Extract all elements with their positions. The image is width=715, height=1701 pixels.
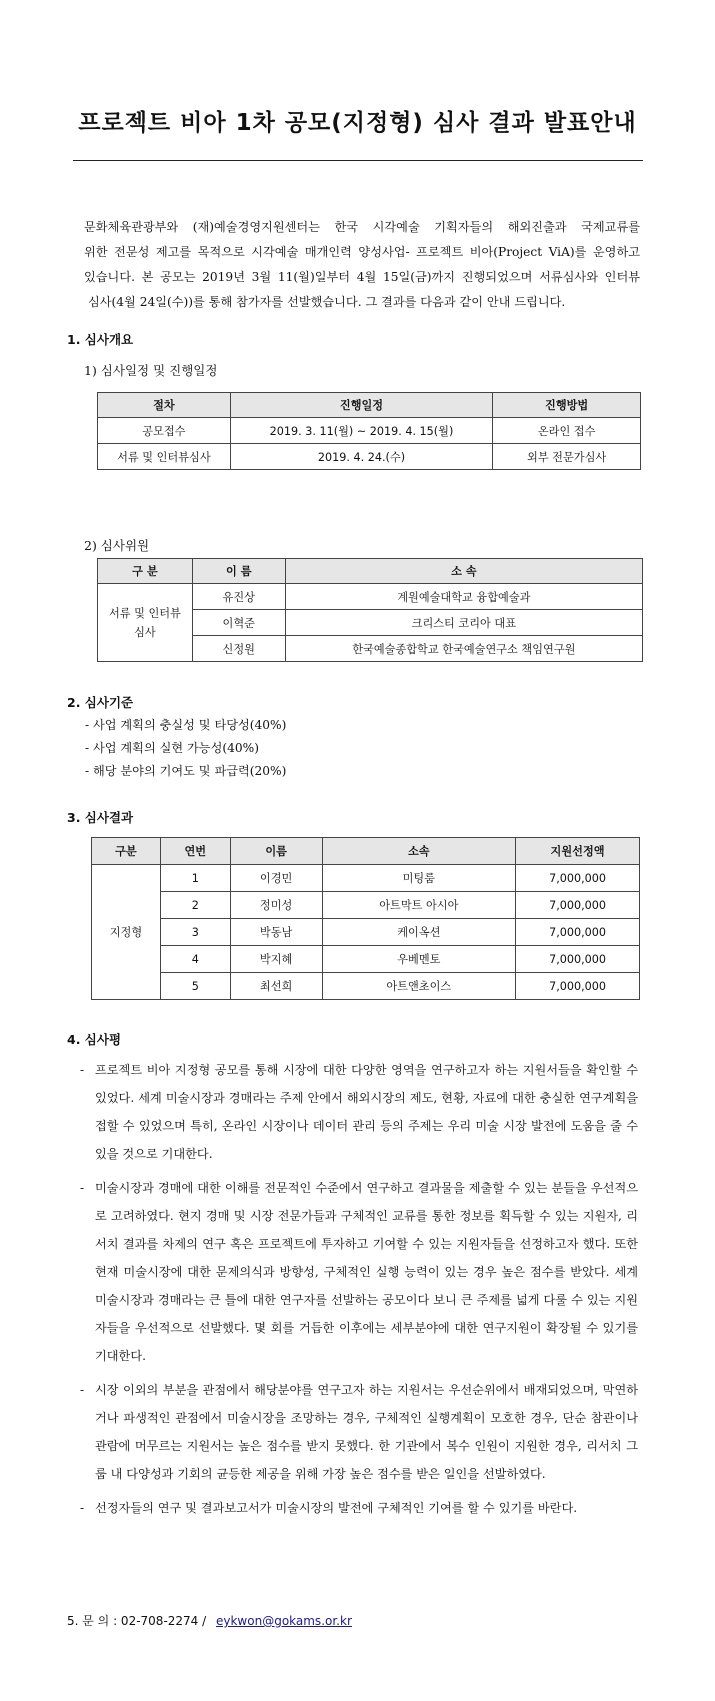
intro-line: 문화체육관광부와 (재)예술경영지원센터는 한국 시각예술 기획자들의 해외진출과 국제교류를	[84, 220, 640, 234]
bullet-dash: -	[80, 1501, 85, 1515]
table-row	[92, 892, 640, 919]
results-cell: 3	[160, 919, 230, 946]
results-table	[91, 837, 640, 1000]
review-paragraph: - 미술시장과 경매에 대한 이해를 전문적인 수준에서 연구하고 결과물을 제출할 수 있는 분들을 우선적으로 고려하였다. 현지 경매 및 시장 전문가들과 구체적인 교류를 통한 정보를 획득할 수 있는 지원자, 리서치 결과를 차제의 연구 혹은 프로젝트에 투자하고 기여할 수 있는 지원자들을 선정하고자 했다. 또한 현재 미술시장에 대한 문제의식과 방향성, 구체적인 실행 능력이 있는 경우 높은 점수를 받았다. 세계 미술시장과 경매라는 큰 틀에 대한 연구자를 선발하는 공모이다 보니 큰 주제를 넓게 다룰 수 있는 지원자들을 우선적으로 선발했다. 몇 회를 거듭한 이후에는 세부분야에 대한 연구지원이 확장될 수 있기를 기대한다.	[78, 1174, 638, 1370]
table-row	[92, 946, 640, 973]
schedule-header: 진행방법	[493, 393, 641, 418]
review-paragraph: - 시장 이외의 부분을 관점에서 해당분야를 연구고자 하는 지원서는 우선순위에서 배재되었으며, 막연하거나 파생적인 관점에서 미술시장을 조망하는 경우, 구체적인 실행계획이 모호한 경우, 단순 참관이나 관람에 머무르는 지원서는 높은 점수를 받지 못했다. 한 기관에서 복수 인원이 지원한 경우, 리서치 그룹 내 다양성과 기회의 균등한 제공을 위해 가장 높은 점수를 받은 일인을 선발하였다.	[78, 1376, 638, 1488]
results-header: 구분	[92, 838, 161, 865]
table-row	[92, 919, 640, 946]
section2-heading: 2. 심사기준	[67, 695, 134, 710]
jury-affiliation: 크리스티 코리아 대표	[285, 610, 642, 636]
results-cell: 우베멘토	[322, 946, 516, 973]
results-group-cell: 지정형	[92, 865, 161, 1000]
results-cell: 7,000,000	[516, 946, 640, 973]
list-item: - 해당 분야의 기여도 및 파급력(20%)	[85, 764, 287, 778]
page-title: 프로젝트 비아 1차 공모(지정형) 심사 결과 발표안내	[78, 110, 637, 136]
jury-table	[97, 558, 643, 662]
schedule-cell: 공모접수	[98, 418, 231, 444]
results-cell: 이경민	[230, 865, 322, 892]
jury-header: 이 름	[192, 559, 285, 584]
schedule-cell: 2019. 4. 24.(수)	[230, 444, 493, 470]
schedule-table	[97, 392, 641, 470]
bullet-dash: -	[80, 1063, 85, 1077]
schedule-header: 진행일정	[230, 393, 493, 418]
results-cell: 정미성	[230, 892, 322, 919]
results-header: 소속	[322, 838, 516, 865]
review-paragraph: - 선정자들의 연구 및 결과보고서가 미술시장의 발전에 구체적인 기여를 할 수 있기를 바란다.	[78, 1494, 638, 1522]
results-cell: 5	[160, 973, 230, 1000]
results-cell: 2	[160, 892, 230, 919]
schedule-cell: 외부 전문가심사	[493, 444, 641, 470]
jury-name: 이혁준	[192, 610, 285, 636]
bullet-dash: -	[80, 1181, 85, 1195]
results-cell: 4	[160, 946, 230, 973]
intro-line: 있습니다. 본 공모는 2019년 3월 11(월)일부터 4월 15일(금)까지 진행되었으며 서류심사와 인터뷰	[84, 270, 640, 284]
list-item: - 사업 계획의 충실성 및 타당성(40%)	[85, 718, 287, 732]
table-row	[98, 584, 643, 610]
intro-paragraph	[84, 215, 640, 315]
jury-affiliation: 한국예술종합학교 한국예술연구소 책임연구원	[285, 636, 642, 662]
review-paragraph: - 프로젝트 비아 지정형 공모를 통해 시장에 대한 다양한 영역을 연구하고자 하는 지원서들을 확인할 수 있었다. 세계 미술시장과 경매라는 주제 안에서 해외시장의 제도, 현황, 자료에 대한 충실한 연구계획을 접할 수 있었으며 특히, 온라인 시장이나 데이터 관리 등의 주제는 우리 미술 시장 발전에 도움을 줄 수 있을 것으로 기대한다.	[78, 1056, 638, 1168]
jury-name: 유진상	[192, 584, 285, 610]
section3-heading: 3. 심사결과	[67, 810, 134, 825]
results-cell: 아트막트 아시아	[322, 892, 516, 919]
schedule-cell: 2019. 3. 11(월) ~ 2019. 4. 15(월)	[230, 418, 493, 444]
section1-heading: 1. 심사개요	[67, 332, 134, 347]
section4-heading: 4. 심사평	[67, 1032, 122, 1047]
results-cell: 케이옥션	[322, 919, 516, 946]
jury-affiliation: 계원예술대학교 융합예술과	[285, 584, 642, 610]
jury-group-cell: 서류 및 인터뷰 심사	[98, 584, 193, 662]
contact-line	[67, 1612, 352, 1629]
jury-header: 구 분	[98, 559, 193, 584]
schedule-cell: 서류 및 인터뷰심사	[98, 444, 231, 470]
results-cell: 7,000,000	[516, 865, 640, 892]
results-cell: 7,000,000	[516, 919, 640, 946]
criteria-list	[85, 714, 286, 783]
results-header: 이름	[230, 838, 322, 865]
results-cell: 7,000,000	[516, 973, 640, 1000]
results-cell: 미팅룸	[322, 865, 516, 892]
table-row	[92, 973, 640, 1000]
contact-label: 5. 문 의 : 02-708-2274 /	[67, 1614, 207, 1628]
table-row	[98, 418, 641, 444]
intro-line: 위한 전문성 제고를 목적으로 시각예술 매개인력 양성사업- 프로젝트 비아(Project ViA)를 운영하고	[84, 245, 640, 259]
results-header: 지원선정액	[516, 838, 640, 865]
schedule-header: 절차	[98, 393, 231, 418]
jury-header: 소 속	[285, 559, 642, 584]
results-cell: 아트앤초이스	[322, 973, 516, 1000]
review-comments	[78, 1056, 638, 1522]
bullet-dash: -	[80, 1383, 85, 1397]
jury-name: 신정원	[192, 636, 285, 662]
contact-email-link[interactable]: eykwon@gokams.or.kr	[216, 1614, 352, 1628]
schedule-subheading: 1) 심사일정 및 진행일정	[84, 363, 218, 378]
results-cell: 박동남	[230, 919, 322, 946]
jury-subheading: 2) 심사위원	[84, 538, 150, 553]
results-cell: 1	[160, 865, 230, 892]
table-row	[92, 865, 640, 892]
results-cell: 박지혜	[230, 946, 322, 973]
title-divider	[73, 160, 643, 161]
results-header: 연번	[160, 838, 230, 865]
results-cell: 최선희	[230, 973, 322, 1000]
intro-line: 심사(4월 24일(수))를 통해 참가자를 선발했습니다. 그 결과를 다음과 같이 안내 드립니다.	[88, 295, 566, 309]
results-cell: 7,000,000	[516, 892, 640, 919]
schedule-cell: 온라인 접수	[493, 418, 641, 444]
list-item: - 사업 계획의 실현 가능성(40%)	[85, 741, 259, 755]
table-row	[98, 444, 641, 470]
